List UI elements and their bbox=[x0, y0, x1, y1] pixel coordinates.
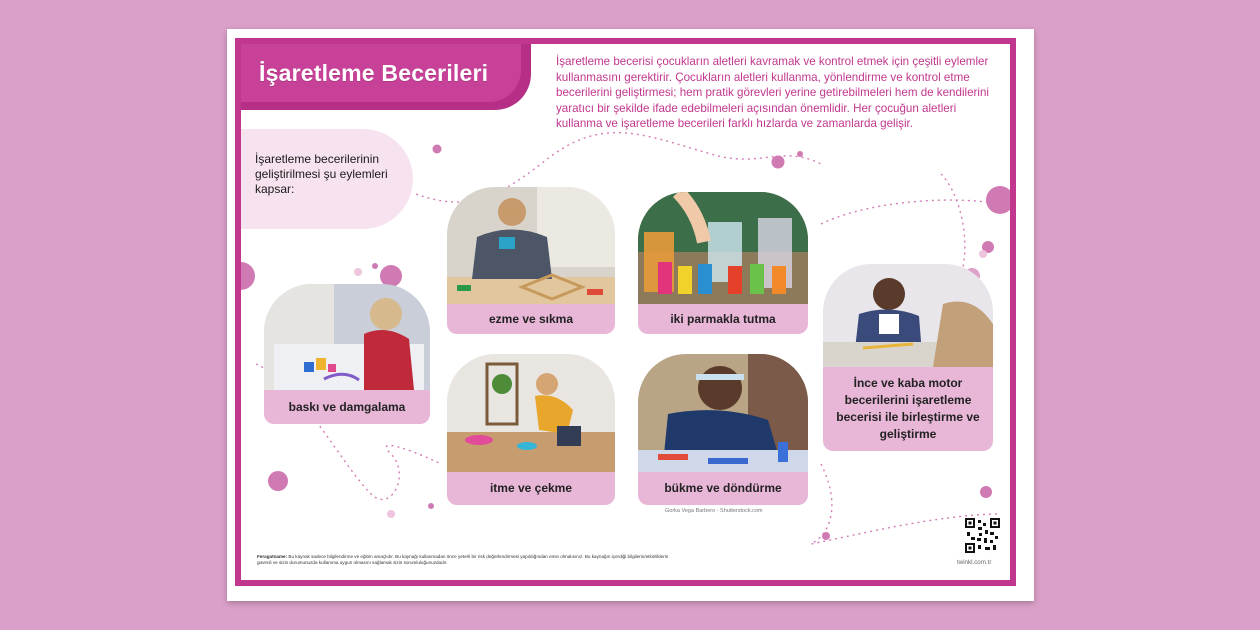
photo-child-painting bbox=[264, 284, 430, 390]
title-bar bbox=[241, 44, 531, 110]
site-url[interactable]: twinkl.com.tr bbox=[957, 559, 992, 566]
disclaimer-text: Bu kaynak sadece bilgilendirme ve eğitim amaçlıdır. Bu kaynağı kullanmadan önce yeterli bir risk değerlendirmesi yapıldığından emin olmalısınız. Bu kaynağın içerdiği bilgilerin/etkinliklerin güvenli ve sizin durumunuzda kullanıma uygun olmasını sağlamak sizin sorumluluğunuzdadır. bbox=[257, 554, 669, 565]
card-printing-stamping bbox=[264, 284, 430, 424]
title-bar-inner bbox=[241, 44, 521, 102]
card-pincer-grip bbox=[638, 192, 808, 334]
poster bbox=[227, 29, 1034, 601]
card-label: baskı ve damgalama bbox=[264, 390, 430, 424]
qr-code[interactable] bbox=[965, 518, 1000, 553]
photo-child-writing bbox=[823, 264, 993, 367]
intro-paragraph: İşaretleme becerisi çocukların aletleri kavramak ve kontrol etmek için çeşitli eylemler kullanmasını gerektirir. Çocukların aletleri kullanma, yönlendirme ve kontrol etme becerilerini geliştirmesi; hem pratik görevleri yerine getirebilmeleri hem de kendilerini yaratıcı bir şekilde ifade edebilmeleri açısından önemlidir. Her çocuğun aletleri kullanma ve işaretleme becerileri farklı hızlarda ve zamanlarda gelişir. bbox=[556, 55, 990, 131]
photo-child-floor bbox=[447, 354, 615, 472]
card-bend-twist bbox=[638, 354, 808, 505]
card-squeezing bbox=[447, 187, 615, 334]
page-title: İşaretleme Becerileri bbox=[259, 59, 489, 86]
card-label: İnce ve kaba motor becerilerini işaretleme becerisi ile birleştirme ve geliştirme bbox=[823, 367, 993, 451]
disclaimer-label: Feragatname: bbox=[257, 554, 288, 559]
card-push-pull bbox=[447, 354, 615, 505]
card-label: bükme ve döndürme bbox=[638, 472, 808, 505]
photo-child-playdough bbox=[447, 187, 615, 304]
poster-frame bbox=[235, 38, 1016, 586]
card-motor-skills bbox=[823, 264, 993, 451]
disclaimer bbox=[257, 554, 677, 566]
card-label: ezme ve sıkma bbox=[447, 304, 615, 334]
photo-child-painted-face bbox=[638, 354, 808, 472]
photo-pipette-paint bbox=[638, 192, 808, 304]
lead-text: İşaretleme becerilerinin geliştirilmesi şu eylemleri kapsar: bbox=[255, 152, 388, 196]
photo-credit: Gorka Vega Barbero - Shutterstock.com bbox=[665, 508, 763, 514]
card-label: itme ve çekme bbox=[447, 472, 615, 505]
deco-circle bbox=[433, 145, 442, 154]
card-label: iki parmakla tutma bbox=[638, 304, 808, 334]
